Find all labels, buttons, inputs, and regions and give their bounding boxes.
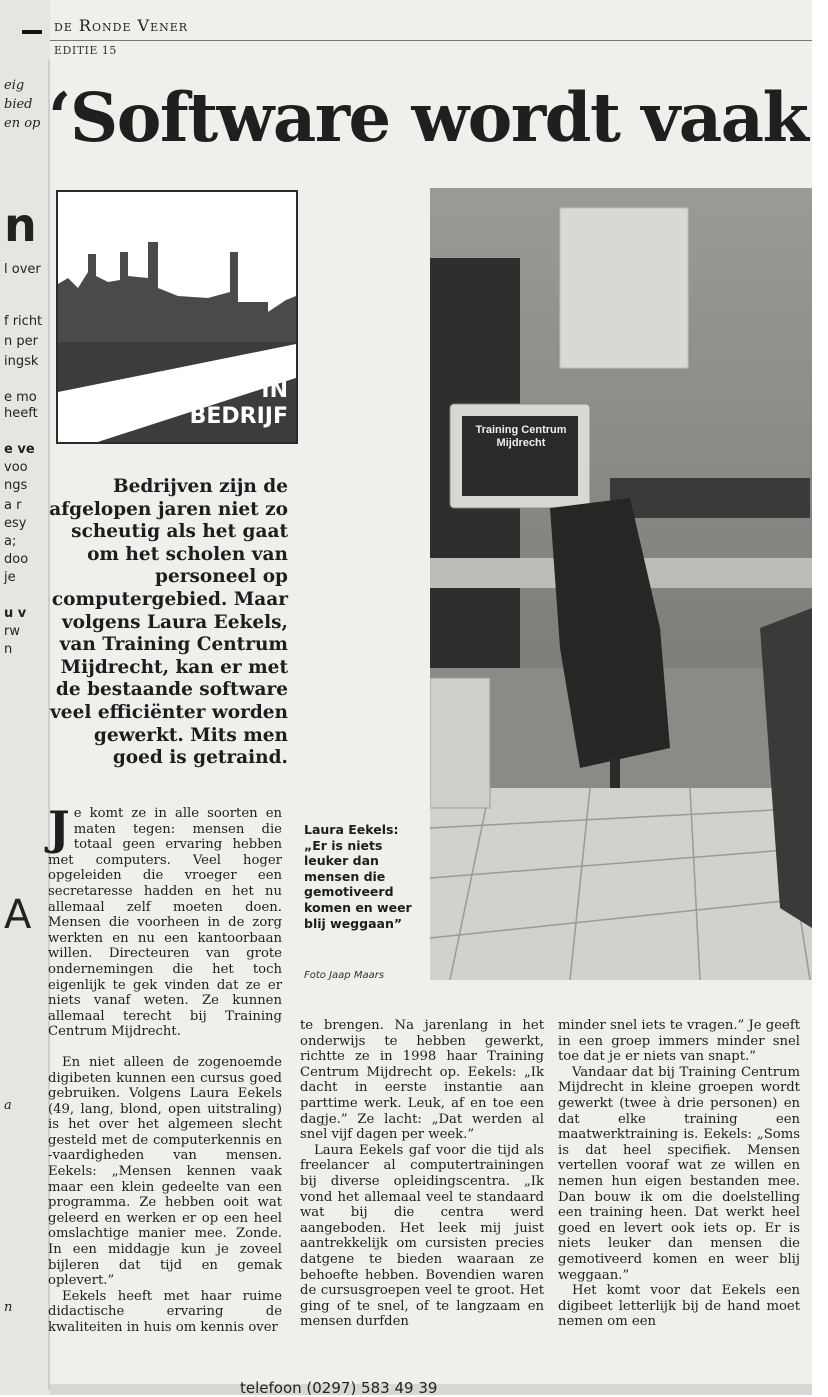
fragment-text: je bbox=[4, 570, 16, 585]
article-paragraph bbox=[48, 801, 282, 1040]
fragment-text: ingsk bbox=[4, 354, 39, 369]
intro-paragraph: Bedrijven zijn de afgelopen jaren niet zo scheutig als het gaat om het scholen van personeel op computergebied. Maar volgens Laura Eekels, van Training Centrum Mijdrecht, kan er met de bestaande software veel efficiënter worden gewerkt. Mits men goed is getraind. bbox=[49, 476, 288, 769]
article-paragraph: Eekels heeft met haar ruime didactische ervaring de kwaliteiten in huis om kennis over bbox=[48, 1288, 282, 1335]
fragment-text: doo bbox=[4, 552, 29, 567]
fragment-text: en op bbox=[4, 116, 41, 131]
fragment-text: a; bbox=[4, 534, 17, 549]
article-paragraph: En niet alleen de zogenoemde digibeten kunnen een cursus goed gebruiken. Volgens Laura Eekels (49, lang, blond, open uitstraling) is het over het algemeen slecht gesteld met de computerkennis en -vaardigheden van mensen. Eekels: „Mensen kennen vaak maar een klein gedeelte van een programma. Ze hebben ooit wat geleerd en werken er op een heel omslachtige manier mee. Zonde. In een middagje kun je zoveel bijleren dat tijd en gemak oplevert.” bbox=[48, 1054, 282, 1289]
in-bedrijf-logo bbox=[56, 190, 298, 444]
logo-label-bedrijf: BEDRIJF bbox=[189, 404, 288, 429]
photo-credit: Foto Jaap Maars bbox=[304, 970, 385, 981]
fragment-text: ngs bbox=[4, 478, 28, 493]
fragment-text: n bbox=[4, 1300, 13, 1315]
fragment-text: f richt bbox=[4, 314, 43, 329]
fragment-text: A bbox=[4, 892, 32, 938]
office-photo bbox=[430, 188, 812, 980]
masthead-rule bbox=[50, 40, 820, 41]
fragment-text: a bbox=[4, 1098, 12, 1113]
article-column-3 bbox=[558, 1018, 800, 1330]
office-scene-illustration bbox=[430, 188, 812, 980]
page-edge bbox=[812, 0, 828, 1395]
article-paragraph: minder snel iets te vragen.” Je geeft in een groep immers minder snel toe dat je er niets van snapt.” bbox=[558, 1018, 801, 1065]
fragment-text: l over bbox=[4, 262, 41, 277]
fragment-text: esy bbox=[4, 516, 27, 531]
fragment-text: a r bbox=[4, 498, 22, 513]
fragment-text: heeft bbox=[4, 406, 38, 421]
fragment-text: u v bbox=[4, 606, 27, 621]
paragraph-text: e komt ze in alle soorten en maten tegen: mensen die totaal geen ervaring hebben met computers. Veel hoger opgeleiden die vroeger een secretaresse hadden en het nu allemaal zelf moeten doen. Mensen die voorheen in de zorg werkten en nu een kantoorbaan willen. Directeuren van grote ondernemingen die het toch eigenlijk te gek vinden dat ze er niets vanaf weten. Ze kunnen allemaal terecht bij Training Centrum Mijdrecht. bbox=[48, 806, 282, 1040]
fragment-text: bied bbox=[4, 97, 33, 112]
article-paragraph: Laura Eekels gaf voor die tijd als freelancer al computertrainingen bij diverse opleidingscentra. „Ik vond het allemaal veel te standaard wat bij die centra werd aangeboden. Het leek mij juist aantrekkelijk om cursisten precies datgene te bieden waaraan ze behoefte hebben. Bovendien waren de cursusgroepen veel te groot. Het ging of te snel, of te langzaam en mensen durfden bbox=[300, 1142, 544, 1330]
article-column-1 bbox=[48, 801, 282, 1336]
headline: ‘Software wordt vaak bbox=[48, 78, 808, 157]
fragment-text: n bbox=[4, 642, 13, 657]
article-paragraph: te brengen. Na jarenlang in het onderwijs te hebben gewerkt, richtte ze in 1998 haar Training Centrum Mijdrecht op. Eekels: „Ik dacht in eerste instantie aan parttime werk. Leuk, af en toe een dagje.” Ze lacht: „Dat werden al snel vijf dagen per week.” bbox=[300, 1018, 544, 1143]
logo-label-in: IN bbox=[261, 378, 288, 403]
fragment-text: rw bbox=[4, 624, 20, 639]
monitor-screen-text: Training Centrum Mijdrecht bbox=[475, 424, 567, 449]
fragment-text: eig bbox=[4, 78, 25, 93]
fragment-text: n bbox=[4, 198, 37, 252]
fragment-text: n per bbox=[4, 334, 38, 349]
column-marker bbox=[22, 30, 42, 34]
fragment-text: voo bbox=[4, 460, 28, 475]
article-paragraph: Het komt voor dat Eekels een digibeet letterlijk bij de hand moet nemen om een bbox=[558, 1283, 800, 1330]
article-paragraph: Vandaar dat bij Training Centrum Mijdrecht in kleine groepen wordt gewerkt (twee à drie personen) en dat elke training een maatwerktraining is. Eekels: „Soms is dat heel specifiek. Mensen vertellen vooraf wat ze willen en nemen hun eigen bestanden mee. Dan bouw ik om die doelstelling een training heen. Dat werkt heel goed en levert ook iets op. Er is niets leuker dan mensen die gemotiveerd komen en weer blij weggaan.” bbox=[558, 1064, 800, 1283]
photo-caption: Laura Eekels: „Er is niets leuker dan mensen die gemotiveerd komen en weer blij weggaan” bbox=[304, 822, 412, 931]
fragment-text: e mo bbox=[4, 390, 37, 405]
article-column-2 bbox=[300, 1018, 544, 1330]
drop-cap: J bbox=[48, 801, 70, 855]
fragment-text: e ve bbox=[4, 442, 35, 457]
edition-label: EDITIE 15 bbox=[54, 44, 117, 57]
footer-phone: telefoon (0297) 583 49 39 bbox=[240, 1379, 438, 1397]
masthead-title: de Ronde Vener bbox=[54, 16, 189, 35]
